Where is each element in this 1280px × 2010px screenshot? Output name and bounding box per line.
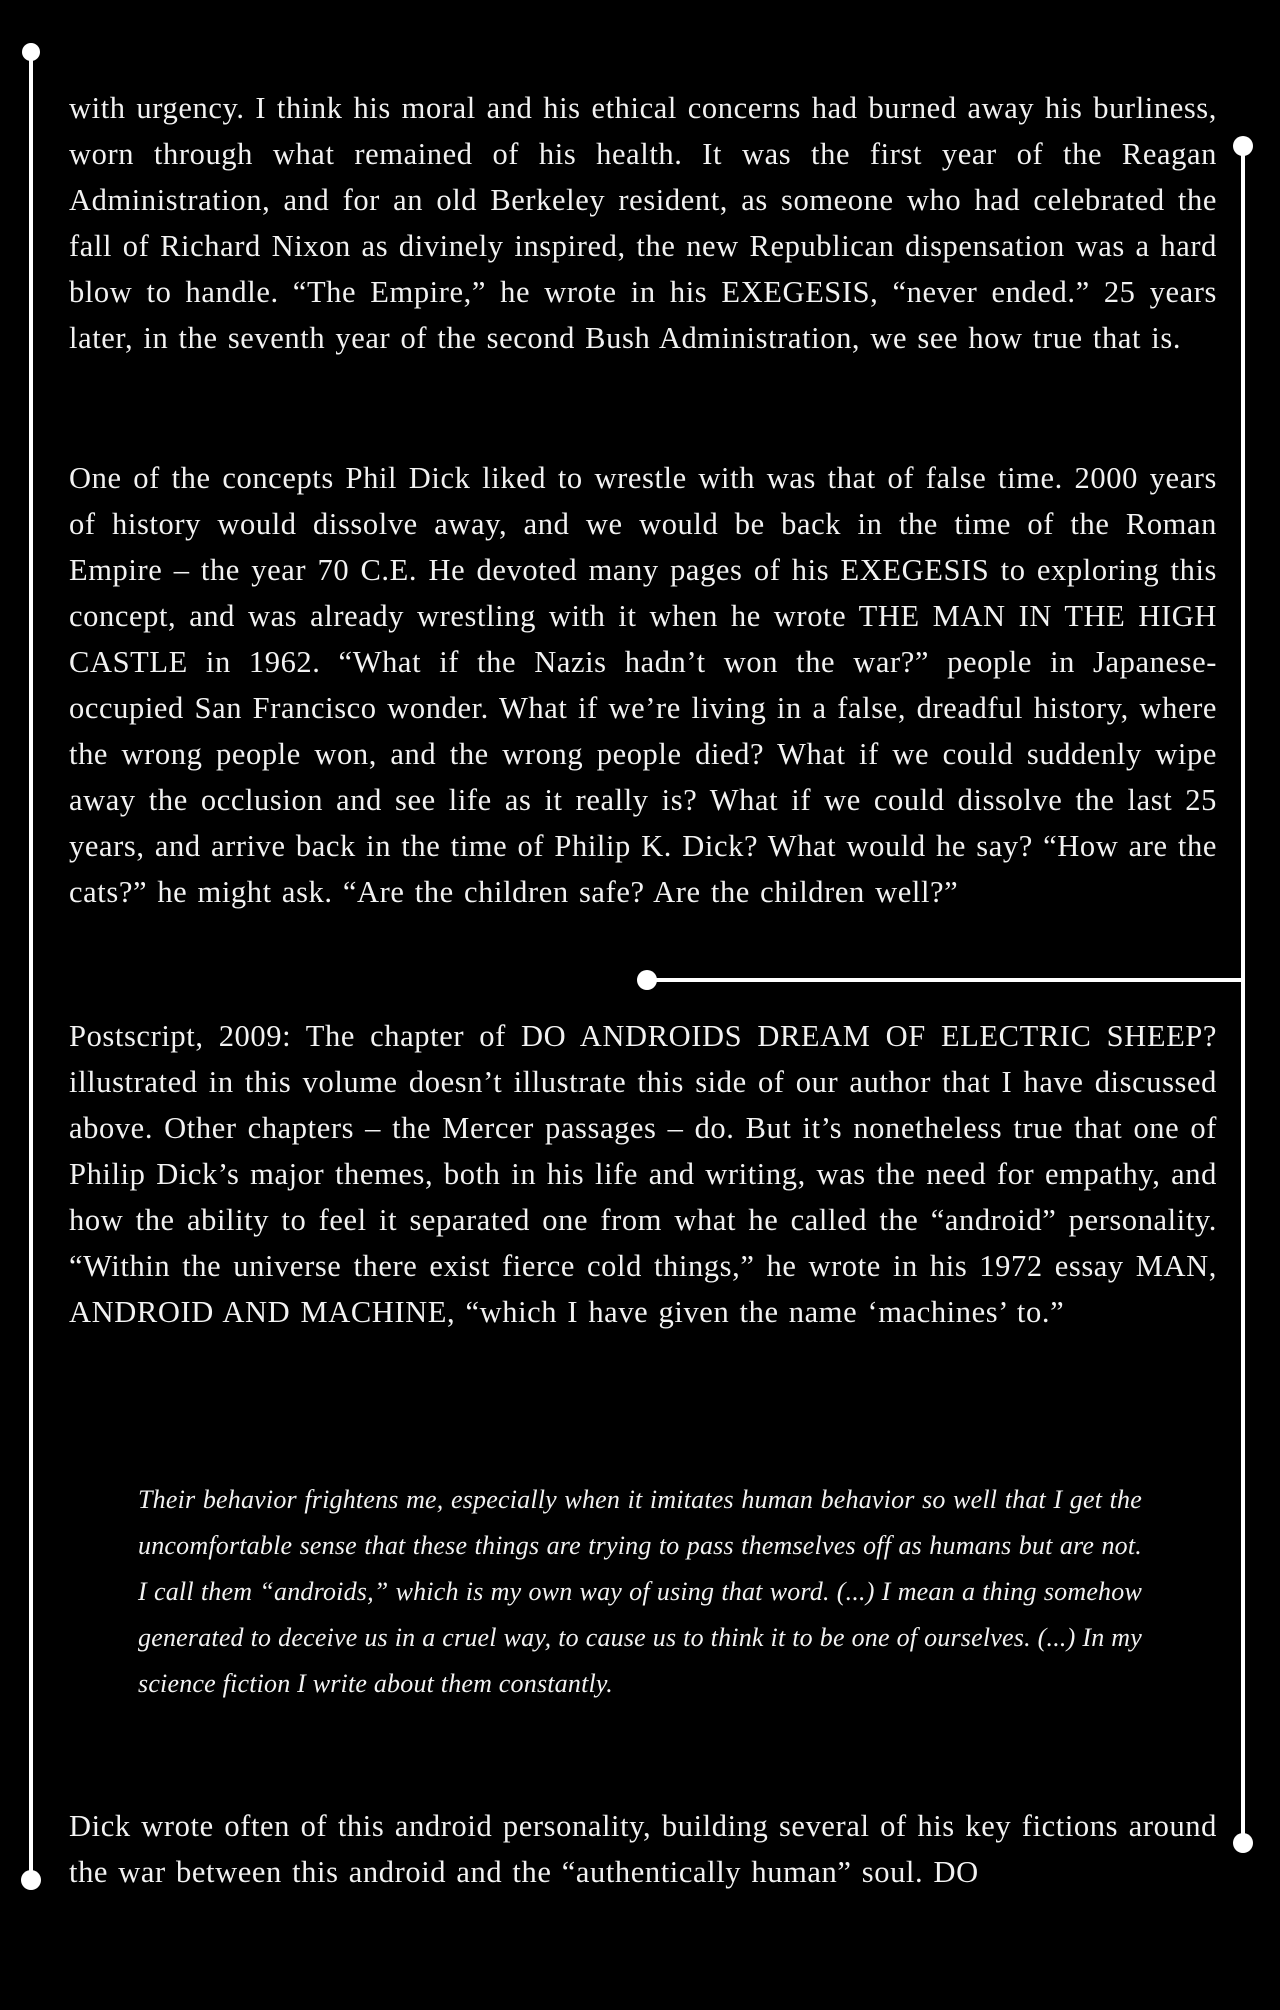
paragraph-postscript: Postscript, 2009: The chapter of DO ANDROIDS DREAM OF ELECTRIC SHEEP? illustrated in this volume doesn’t illustrate this side of our author that I have discussed above. Other chapters – the Mercer passages – do. But it’s nonetheless true that one of Philip Dick’s major themes, both in his life and writing, was the need for empathy, and how the ability to feel it separated one from what he called the “android” personality. “Within the universe there exist fierce cold things,” he wrote in his 1972 essay MAN, ANDROID AND MACHINE, “which I have given the name ‘machines’ to.” (69, 1019, 1217, 1329)
left-rule-top-dot (22, 43, 40, 61)
block-quote-androids: Their behavior frightens me, especially when it imitates human behavior so well that I get the uncomfortable sense that these things are trying to pass themselves off as humans but are not. I call them “androids,” which is my own way of using that word. (...) I mean a thing somehow generated to deceive us in a cruel way, to cause us to think it to be one of ourselves. (...) In my science fiction I write about them constantly. (138, 1485, 1142, 1698)
paragraph-android-personality: Dick wrote often of this android personality, building several of his key fictions around the war between this android and the “authentically human” soul. DO (69, 1809, 1217, 1889)
right-rule-top-dot (1233, 136, 1253, 156)
paragraph-false-time: One of the concepts Phil Dick liked to wrestle with was that of false time. 2000 years of history would dissolve away, and we would be back in the time of the Roman Empire – the year 70 C.E. He devoted many pages of his EXEGESIS to exploring this concept, and was already wrestling with it when he wrote THE MAN IN THE HIGH CASTLE in 1962. “What if the Nazis hadn’t won the war?” people in Japanese-occupied San Francisco wonder. What if we’re living in a false, dreadful history, where the wrong people won, and the wrong people died? What if we could suddenly wipe away the occlusion and see life as it really is? What if we could dissolve the last 25 years, and arrive back in the time of Philip K. Dick? What would he say? “How are the cats?” he might ask. “Are the children safe? Are the children well?” (69, 461, 1217, 909)
connector-dot (637, 970, 657, 990)
paragraph-urgency: with urgency. I think his moral and his ethical concerns had burned away his burliness, worn through what remained of his health. It was the first year of the Reagan Administration, and for an old Berkeley resident, as someone who had celebrated the fall of Richard Nixon as divinely inspired, the new Republican dispensation was a hard blow to handle. “The Empire,” he wrote in his EXEGESIS, “never ended.” 25 years later, in the seventh year of the second Bush Administration, we see how true that is. (69, 91, 1217, 355)
left-rule-bottom-dot (21, 1870, 41, 1890)
right-rule-bottom-dot (1233, 1833, 1253, 1853)
